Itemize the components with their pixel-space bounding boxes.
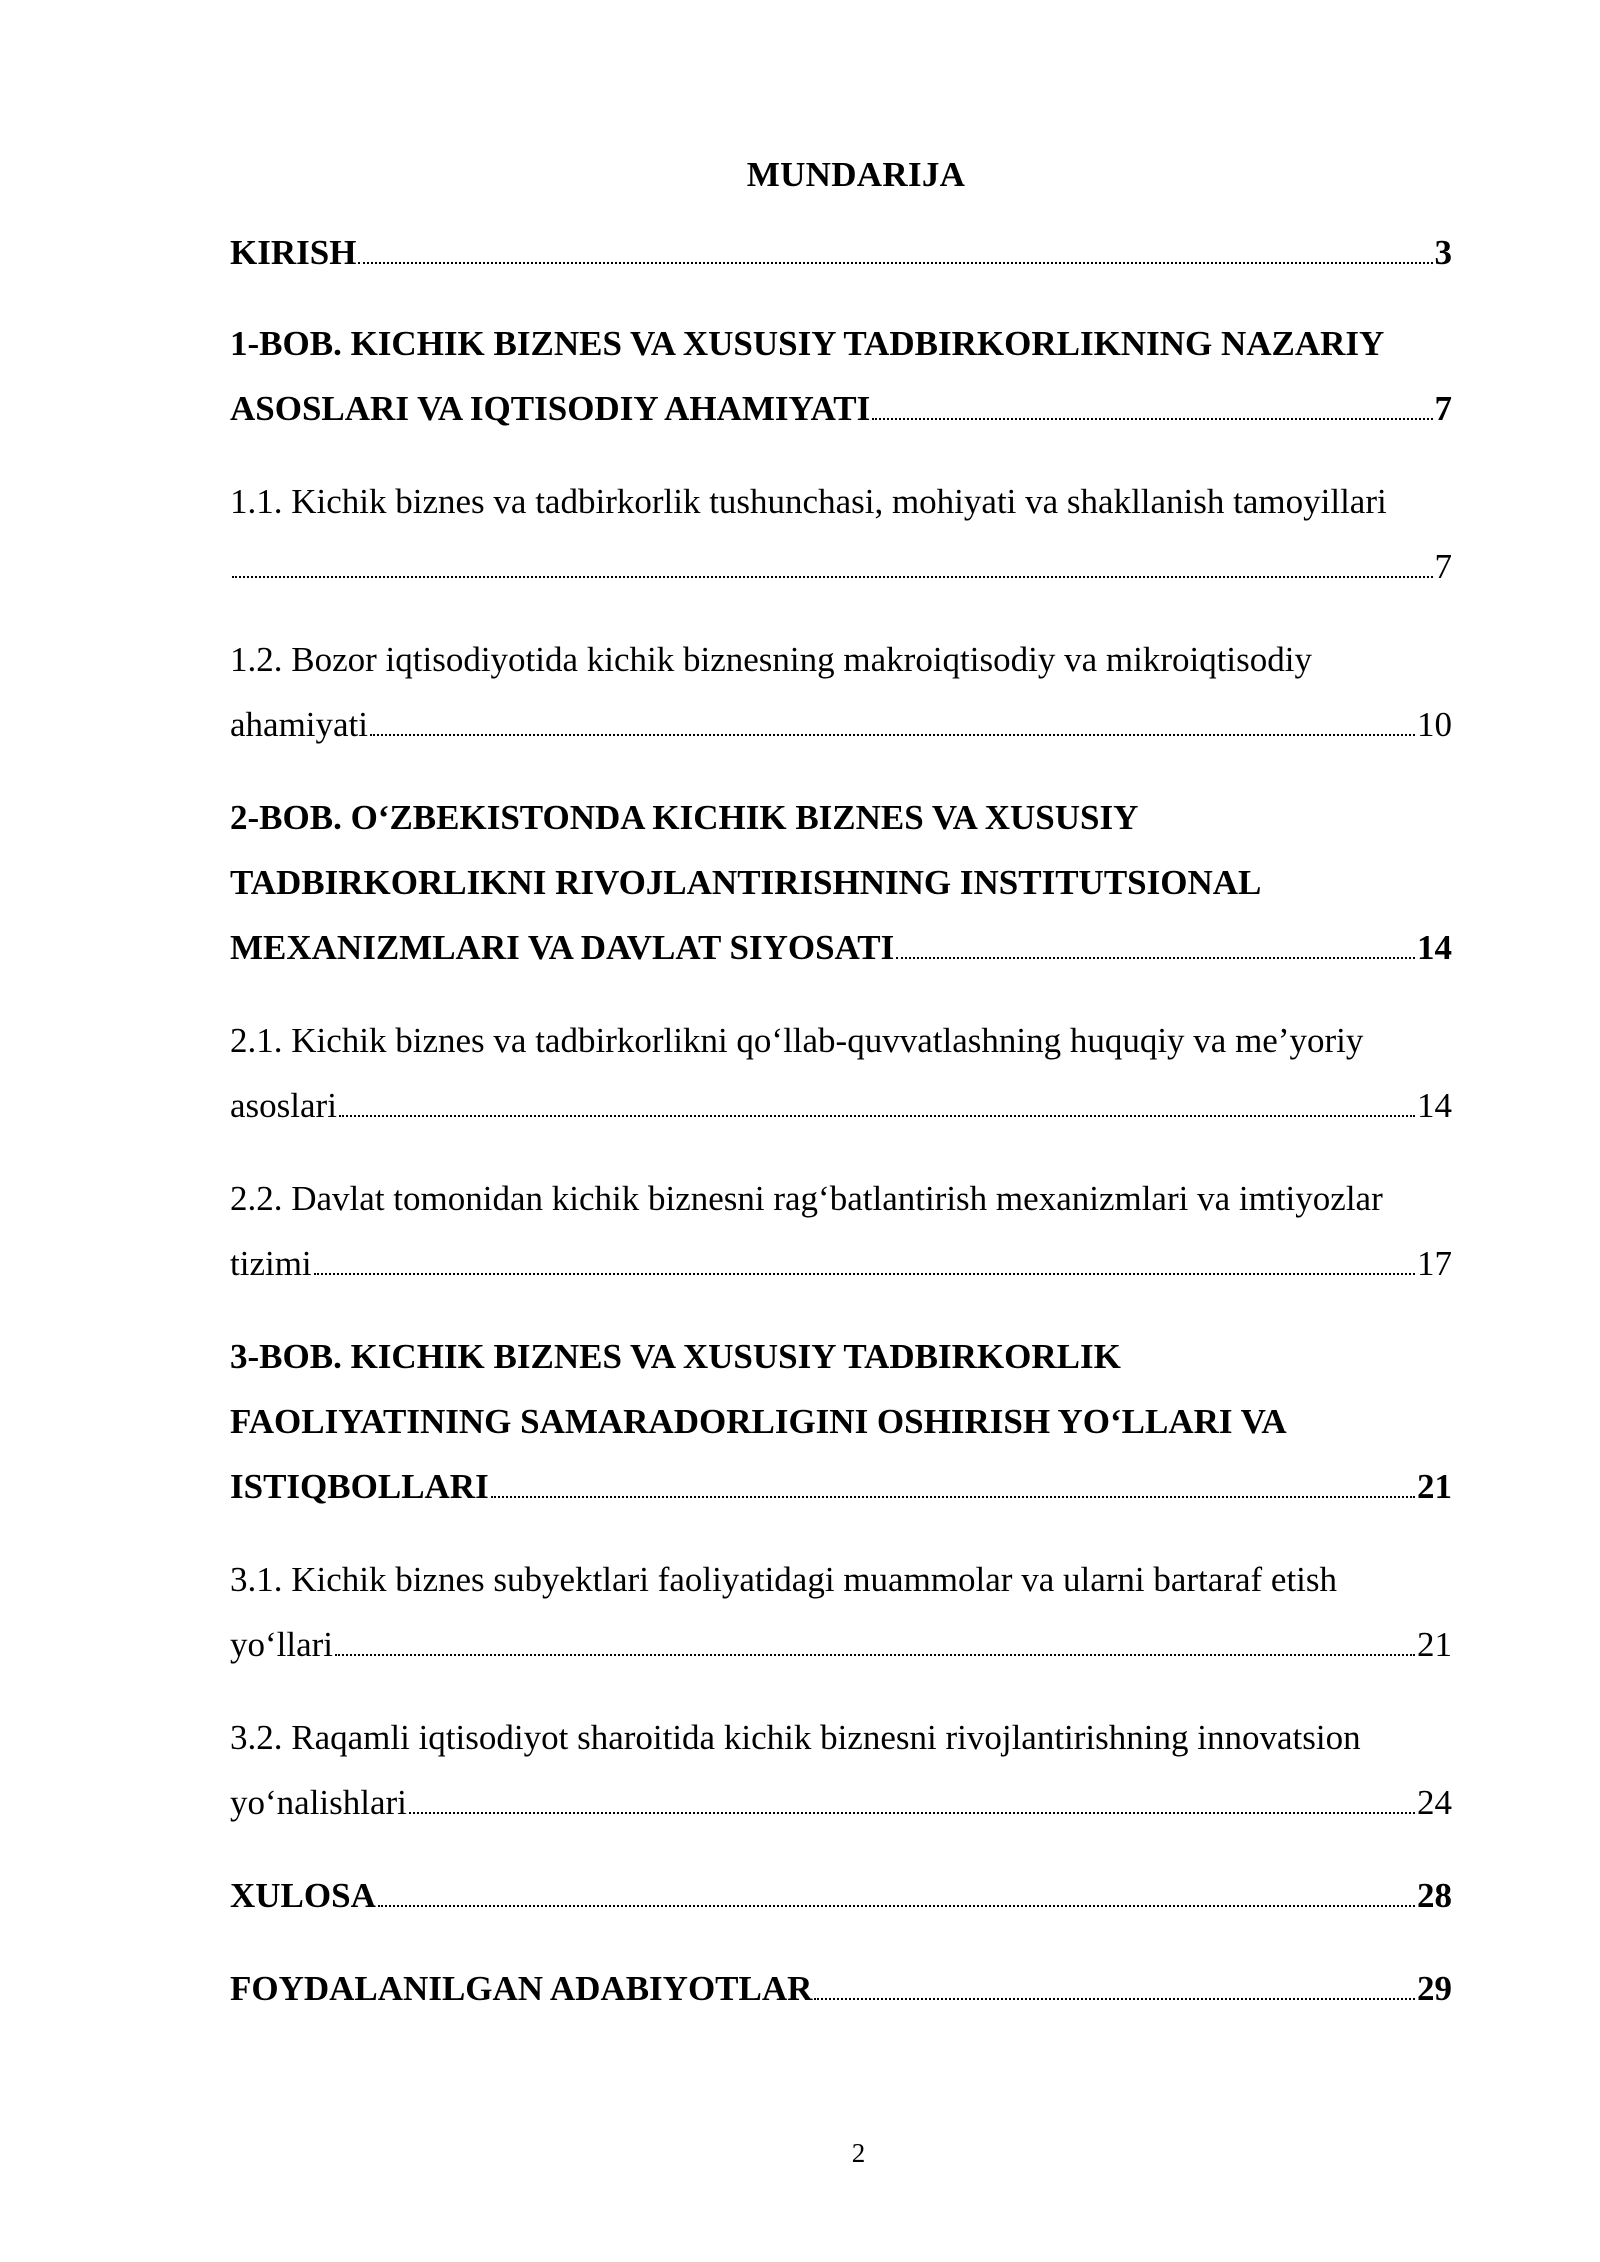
dot-leader [370, 734, 1415, 736]
toc-entry-title: KIRISH [230, 233, 357, 272]
toc-page-number: 24 [1417, 1783, 1452, 1822]
toc-entry-chapter-3[interactable] [230, 1324, 1452, 1519]
toc-entry-title-line: 2.2. Davlat tomonidan kichik biznesni rag‘batlantirish mexanizmlari va imtiyozlar [230, 1179, 1383, 1218]
dot-leader [335, 1654, 1415, 1656]
toc-entry-title-line: 1-BOB. KICHIK BIZNES VA XUSUSIY TADBIRKORLIKNING NAZARIY [230, 324, 1385, 363]
dot-leader [232, 576, 1433, 578]
toc-page-number: 7 [1434, 389, 1452, 428]
toc-entry-title-line: tizimi [230, 1244, 312, 1283]
toc-page-number: 28 [1417, 1876, 1452, 1915]
toc-entry-title-line: 2-BOB. O‘ZBEKISTONDA KICHIK BIZNES VA XUSUSIY [230, 798, 1139, 837]
toc-page-number: 14 [1417, 928, 1452, 967]
dot-leader [409, 1812, 1415, 1814]
toc-entry-title-line: FAOLIYATINING SAMARADORLIGINI OSHIRISH YO‘LLARI VA [230, 1402, 1287, 1441]
toc-entry-section-1-2[interactable] [230, 627, 1452, 757]
toc-entry-title-line: MEXANIZMLARI VA DAVLAT SIYOSATI [230, 928, 895, 967]
toc-title: MUNDARIJA [746, 155, 966, 194]
toc-entry-title-line: yo‘nalishlari [230, 1783, 407, 1822]
toc-entry-section-2-2[interactable] [230, 1166, 1452, 1296]
toc-entry-title-line: yo‘llari [230, 1625, 334, 1664]
toc-entry-title: XULOSA [230, 1876, 376, 1915]
toc-entry-title-line: 1.1. Kichik biznes va tadbirkorlik tushunchasi, mohiyati va shakllanish tamoyillari [230, 482, 1387, 521]
toc-entry-xulosa[interactable] [230, 1863, 1452, 1928]
dot-leader [872, 418, 1432, 420]
dot-leader [314, 1273, 1415, 1275]
toc-entry-section-3-1[interactable] [230, 1547, 1452, 1677]
toc-page-number: 21 [1417, 1467, 1452, 1506]
toc-entry-title-line: 3.2. Raqamli iqtisodiyot sharoitida kichik biznesni rivojlantirishning innovatsion [230, 1718, 1361, 1757]
dot-leader [814, 1998, 1415, 2000]
dot-leader [896, 957, 1415, 959]
toc-entry-section-2-1[interactable] [230, 1008, 1452, 1138]
toc-entry-section-3-2[interactable] [230, 1705, 1452, 1835]
page-number-footer: 2 [851, 2138, 866, 2168]
toc-entry-title: FOYDALANILGAN ADABIYOTLAR [230, 1969, 813, 2008]
toc-entry-section-1-1[interactable] [230, 469, 1452, 599]
dot-leader [339, 1115, 1415, 1117]
toc-entry-kirish[interactable] [230, 220, 1452, 285]
toc-entry-title-line: ASOSLARI VA IQTISODIY AHAMIYATI [230, 389, 871, 428]
dot-leader [491, 1496, 1415, 1498]
toc-page-number: 17 [1417, 1244, 1452, 1283]
toc-entry-title-line: asoslari [230, 1086, 337, 1125]
toc-entry-title-line: 3.1. Kichik biznes subyektlari faoliyatidagi muammolar va ularni bartaraf etish [230, 1560, 1338, 1599]
toc-entry-chapter-1[interactable] [230, 311, 1452, 441]
toc-page-number: 29 [1417, 1969, 1452, 2008]
toc-entry-title-line: ahamiyati [230, 705, 369, 744]
toc-entry-title-line: TADBIRKORLIKNI RIVOJLANTIRISHNING INSTITUTSIONAL [230, 863, 1262, 902]
toc-entry-chapter-2[interactable] [230, 785, 1452, 980]
toc-page-number: 14 [1417, 1086, 1452, 1125]
table-of-contents [230, 220, 1452, 2021]
toc-entry-title-line: 1.2. Bozor iqtisodiyotida kichik biznesning makroiqtisodiy va mikroiqtisodiy [230, 640, 1312, 679]
dot-leader [358, 262, 1432, 264]
toc-entry-title-line: 3-BOB. KICHIK BIZNES VA XUSUSIY TADBIRKORLIK [230, 1337, 1121, 1376]
toc-entry-title-line: ISTIQBOLLARI [230, 1467, 489, 1506]
toc-entry-bibliography[interactable] [230, 1956, 1452, 2021]
toc-page-number: 21 [1417, 1625, 1452, 1664]
toc-page-number: 10 [1417, 705, 1452, 744]
dot-leader [378, 1905, 1415, 1907]
toc-page-number: 7 [1434, 547, 1452, 586]
toc-entry-title-line: 2.1. Kichik biznes va tadbirkorlikni qo‘llab-quvvatlashning huquqiy va me’yoriy [230, 1021, 1364, 1060]
toc-page-number: 3 [1434, 233, 1452, 272]
